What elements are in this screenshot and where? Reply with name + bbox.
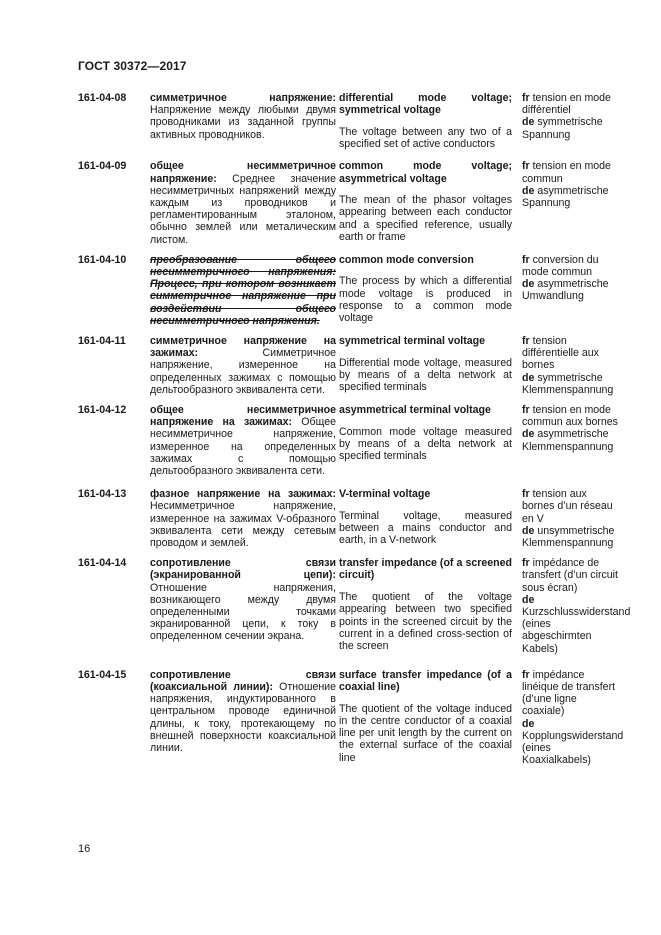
fr-term: impédance de transfert (d’un circuit sous écran) bbox=[522, 557, 618, 594]
multilingual-equivalents bbox=[512, 92, 618, 150]
term-entry bbox=[78, 92, 618, 150]
de-term: asymmetrische Umwandlung bbox=[522, 278, 609, 303]
term-number: 161-04-08 bbox=[78, 92, 127, 104]
en-def: Terminal voltage, measured between a mains conductor and earth, in a V-network bbox=[339, 509, 512, 547]
ru-definition bbox=[150, 254, 336, 327]
fr-term: tension en mode commun bbox=[522, 160, 611, 185]
en-term: common mode conversion bbox=[339, 253, 474, 266]
term-number: 161-04-11 bbox=[78, 334, 126, 347]
en-definition bbox=[336, 160, 512, 245]
ru-def: Симметричное напряжение, измеренное на определенных зажимах с помощью дельтообразного эквивалента сети. bbox=[150, 347, 336, 396]
en-definition bbox=[336, 557, 512, 655]
en-term: V-terminal voltage bbox=[339, 488, 431, 501]
fr-term: tension en mode commun aux bornes bbox=[522, 403, 618, 429]
multilingual-equivalents bbox=[512, 557, 631, 655]
ru-definition bbox=[150, 404, 336, 477]
term-entry bbox=[78, 488, 618, 549]
ru-term: общее несимметричное напряжение на зажимах: bbox=[150, 403, 336, 429]
multilingual-equivalents bbox=[512, 488, 618, 549]
de-term: symmetrische Spannung bbox=[522, 116, 603, 141]
de-label: de bbox=[522, 184, 535, 197]
en-definition bbox=[336, 404, 512, 477]
term-entry bbox=[78, 160, 618, 245]
ru-definition bbox=[150, 488, 336, 549]
ru-def: Напряжение между любыми двумя проводниками из заданной группы активных проводников. bbox=[150, 104, 336, 141]
fr-term: conversion du mode commun bbox=[522, 253, 599, 278]
de-label: de bbox=[522, 524, 535, 537]
fr-term: tension en mode différentiel bbox=[522, 92, 611, 117]
ru-term: сопротивление связи (экранированной цепи): bbox=[150, 557, 336, 582]
en-definition bbox=[336, 254, 512, 327]
term-entry bbox=[78, 404, 618, 477]
de-label: de bbox=[522, 371, 535, 384]
de-term: asymmetrische Klemmenspannung bbox=[522, 428, 614, 453]
term-entry bbox=[78, 335, 618, 396]
fr-label: fr bbox=[522, 557, 530, 570]
ru-definition bbox=[150, 669, 336, 767]
multilingual-equivalents bbox=[512, 160, 618, 245]
fr-term: tension aux bornes d’un réseau en V bbox=[522, 488, 613, 525]
de-term: Kurzschlusswiderstand (eines abgeschirmten Kabels) bbox=[522, 606, 631, 655]
en-term: surface transfer impedance (of a coaxial line) bbox=[339, 668, 512, 694]
term-number: 161-04-12 bbox=[78, 403, 127, 416]
en-term: symmetrical terminal voltage bbox=[339, 334, 486, 347]
ru-term: фазное напряжение на зажимах: bbox=[150, 488, 336, 501]
ru-definition bbox=[150, 335, 336, 396]
en-definition bbox=[336, 488, 512, 549]
de-term: symmetrische Klemmenspannung bbox=[522, 371, 614, 396]
en-definition bbox=[336, 92, 512, 150]
term-number: 161-04-09 bbox=[78, 160, 127, 173]
fr-label: fr bbox=[522, 92, 530, 104]
de-label: de bbox=[522, 278, 535, 291]
de-label: de bbox=[522, 116, 535, 129]
ru-definition bbox=[150, 160, 336, 245]
multilingual-equivalents bbox=[512, 335, 618, 396]
document-header: ГОСТ 30372—2017 bbox=[78, 59, 187, 73]
ru-def: Отношение напряжения, индуктированного в центральном проводе единичной длины, к току, протекающему по внешней поверхности коаксиальной линии. bbox=[150, 681, 336, 755]
ru-term: сопротивление связи (коаксиальной линии): bbox=[150, 668, 336, 694]
en-def: The process by which a differential mode voltage is produced in response to a common mode voltage bbox=[339, 275, 512, 325]
en-def: The quotient of the voltage appearing between two specified points in the screened circuit by the current in a defined cross-section of the screen bbox=[339, 591, 512, 652]
ru-definition bbox=[150, 557, 336, 655]
term-entry bbox=[78, 668, 624, 767]
ru-def: Общее несимметричное напряжение, измеренное на определенных зажимах с помощью дельтообразного эквивалента сети. bbox=[150, 416, 336, 477]
term-entries bbox=[78, 92, 631, 767]
term-number: 161-04-14 bbox=[78, 557, 127, 570]
fr-term: impédance linéique de transfert (d’une ligne coaxiale) bbox=[522, 668, 616, 718]
fr-label: fr bbox=[522, 668, 530, 681]
ru-def: Отношение напряжения, возникающего между двумя определенными точками экранированной цепи, к току в определенном сечении экрана. bbox=[150, 581, 336, 643]
ru-def: Среднее значение несимметричных напряжений между каждым из проводников и регламентированным эталоном, обычно землей или металическим листом. bbox=[150, 172, 336, 246]
multilingual-equivalents bbox=[512, 254, 618, 327]
term-entry bbox=[78, 254, 618, 327]
multilingual-equivalents bbox=[512, 404, 618, 477]
de-label: de bbox=[522, 428, 535, 441]
de-label: de bbox=[522, 593, 535, 606]
de-term: asymmetrische Spannung bbox=[522, 184, 609, 209]
en-def: The mean of the phasor voltages appearing between each conductor and a specified reference, usually earth or frame bbox=[339, 194, 512, 243]
fr-label: fr bbox=[522, 488, 530, 501]
page-number: 16 bbox=[78, 843, 91, 855]
en-def: The voltage between any two of a specified set of active conductors bbox=[339, 125, 512, 151]
fr-label: fr bbox=[522, 253, 530, 266]
de-term: Kopplungswiderstand (eines Koaxialkabels) bbox=[522, 729, 624, 767]
term-number: 161-04-15 bbox=[78, 668, 127, 681]
multilingual-equivalents bbox=[512, 668, 624, 767]
en-definition bbox=[336, 335, 512, 396]
en-term: asymmetrical terminal voltage bbox=[339, 403, 491, 416]
en-definition bbox=[336, 669, 512, 767]
fr-label: fr bbox=[522, 334, 530, 347]
de-term: unsymmetrische Klemmenspannung bbox=[522, 524, 615, 549]
ru-term-struck: преобразование общего несимметричного напряжения: Процесс, при котором возникает симметричное напряжение при воздействии общего несимметричного напряжения. bbox=[150, 253, 336, 327]
en-def: The quotient of the voltage induced in the centre conductor of a coaxial line per unit length by the current on the external surface of the coaxial line bbox=[339, 702, 512, 764]
ru-term: симметричное напряжение на зажимах: bbox=[150, 334, 336, 360]
en-term: common mode voltage; asymmetrical voltage bbox=[339, 160, 512, 185]
de-label: de bbox=[522, 717, 535, 730]
en-def: Common mode voltage measured by means of a delta network at specified terminals bbox=[339, 425, 512, 463]
ru-def: Несимметричное напряжение, измеренное на зажимах V-образного эквивалента сети между сетевым проводом и землей. bbox=[150, 500, 336, 549]
en-def: Differential mode voltage, measured by means of a delta network at specified terminals bbox=[339, 356, 512, 394]
ru-term: общее несимметричное напряжение: bbox=[150, 160, 336, 185]
term-entry bbox=[78, 557, 631, 655]
fr-label: fr bbox=[522, 160, 530, 173]
term-number: 161-04-10 bbox=[78, 253, 127, 266]
term-number: 161-04-13 bbox=[78, 488, 127, 501]
fr-term: tension différentielle aux bornes bbox=[522, 334, 599, 372]
ru-definition bbox=[150, 92, 336, 150]
en-term: transfer impedance (of a screened circuit) bbox=[339, 557, 512, 582]
fr-label: fr bbox=[522, 403, 530, 416]
en-term: differential mode voltage; symmetrical voltage bbox=[339, 92, 512, 117]
ru-term: симметричное напряжение: bbox=[150, 92, 336, 104]
